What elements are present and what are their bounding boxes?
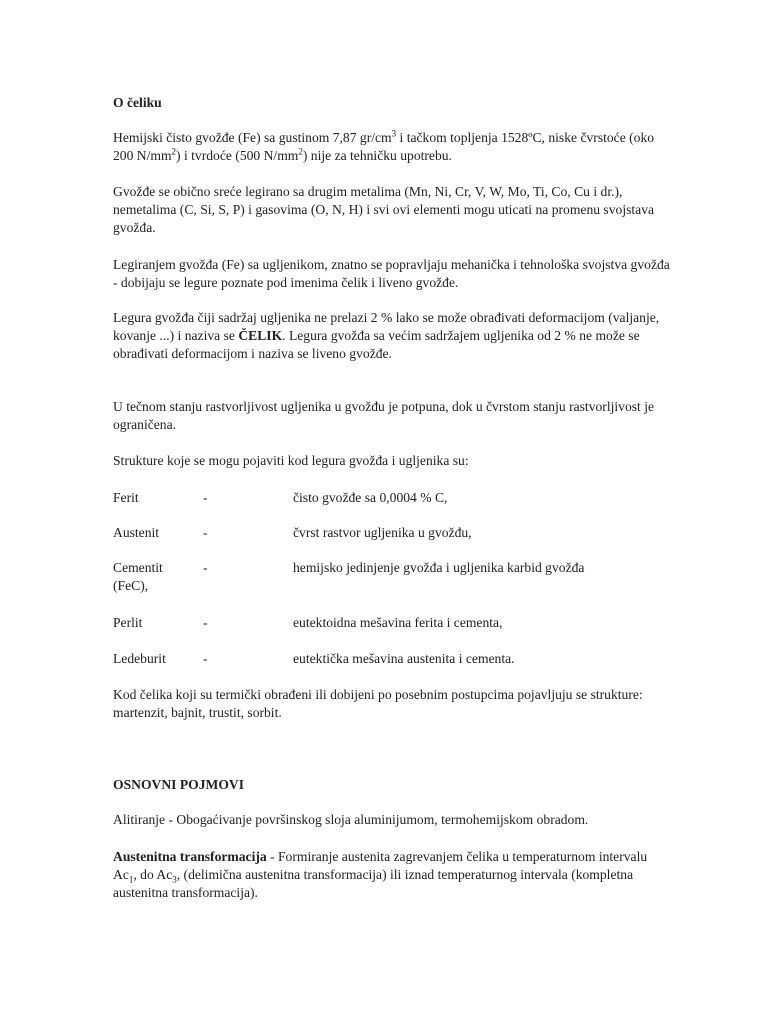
p1-text-d: ) nije za tehničku upotrebu.	[302, 148, 452, 163]
def2-text-b: , do Ac	[133, 867, 173, 882]
def2-term: Austenitna transformacija	[113, 849, 267, 864]
structure-description: eutektička mešavina austenita i cementa.	[293, 651, 515, 666]
structure-dash: -	[203, 560, 208, 575]
section-title-basic-terms: OSNOVNI POJMOVI	[113, 777, 245, 792]
structure-description: eutektoidna mešavina ferita i cementa,	[293, 615, 503, 630]
p1-text-b: i tačkom topljenja 1528ºC, niske čvrstoće (oko 200 N/mm	[113, 130, 655, 163]
def2-text-c: , (delimična austenitna transformacija) ili iznad temperaturnog intervala (kompletna austenitna transformacija).	[113, 867, 634, 900]
structure-dash: -	[203, 615, 208, 630]
structure-dash: -	[203, 525, 208, 540]
structure-name: Ledeburit	[113, 651, 166, 666]
paragraph-steel-definition	[113, 309, 673, 363]
p4-text-a: Legura gvožđa čiji sadržaj ugljenika ne prelazi 2 % lako se može obrađivati deformacijom (valjanje, kovanje ...) i naziva se	[113, 310, 660, 343]
structure-name: Austenit	[113, 525, 160, 540]
structure-description: čvrst rastvor ugljenika u gvožđu,	[293, 525, 472, 540]
paragraph-carbon: Legiranjem gvožđa (Fe) sa ugljenikom, znatno se popravljaju mehanička i tehnološka svojstva gvožđa - dobijaju se legure poznate pod imenima čelik i liveno gvožđe.	[113, 257, 670, 290]
paragraph-pure-iron	[113, 129, 673, 165]
def2-text-a: - Formiranje austenita zagrevanjem čelika u temperaturnom intervalu Ac	[113, 849, 648, 882]
paragraph-solubility: U tečnom stanju rastvorljivost ugljenika u gvožđu je potpuna, dok u čvrstom stanju rastvorljivost je ograničena.	[113, 399, 655, 432]
structure-dash: -	[203, 490, 208, 505]
p1-sup-1: 3	[391, 128, 397, 139]
paragraph-heat-treated: Kod čelika koji su termički obrađeni ili dobijeni po posebnim postupcima pojavljuju se strukture: martenzit, bajnit, trustit, sorbit.	[113, 687, 643, 720]
structure-description-wrap: (FeC),	[113, 578, 149, 593]
p4-text-b: . Legura gvožđa sa većim sadržajem ugljenika od 2 % ne može se obrađivati deformacijom i naziva se liveno gvožđe.	[113, 328, 640, 361]
def2-sub-2: 3	[172, 874, 177, 885]
paragraph-structures-intro: Strukture koje se mogu pojaviti kod legura gvožđa i ugljenika su:	[113, 453, 469, 468]
structure-name: Cementit	[113, 560, 163, 575]
structure-name: Perlit	[113, 615, 143, 630]
p1-sup-3: 2	[298, 146, 303, 157]
definition-austenitna-transformacija	[113, 848, 673, 902]
p1-sup-2: 2	[171, 146, 177, 157]
structure-dash: -	[203, 651, 208, 666]
structure-description: hemijsko jedinjenje gvožđa i ugljenika karbid gvožđa	[293, 560, 585, 575]
definition-alitiranje: Alitiranje - Obogaćivanje površinskog sloja aluminijumom, termohemijskom obradom.	[113, 812, 589, 827]
structure-description: čisto gvožđe sa 0,0004 % C,	[293, 490, 448, 505]
p1-text-c: ) i tvrdoće (500 N/mm	[176, 148, 299, 163]
page-title: O čeliku	[113, 95, 162, 110]
def2-sub-1: 1	[128, 874, 134, 885]
paragraph-alloying: Gvožđe se obično sreće legirano sa drugim metalima (Mn, Ni, Cr, V, W, Mo, Ti, Co, Cu i dr.), nemetalima (C, Si, S, P) i gasovima (O, N, H) i svi ovi elementi mogu uticati na promenu svojstava gvožđa.	[113, 184, 655, 235]
structure-name: Ferit	[113, 490, 139, 505]
p1-text-a: Hemijski čisto gvožđe (Fe) sa gustinom 7,87 gr/cm	[113, 130, 392, 145]
steel-term: ČELIK	[238, 328, 283, 343]
